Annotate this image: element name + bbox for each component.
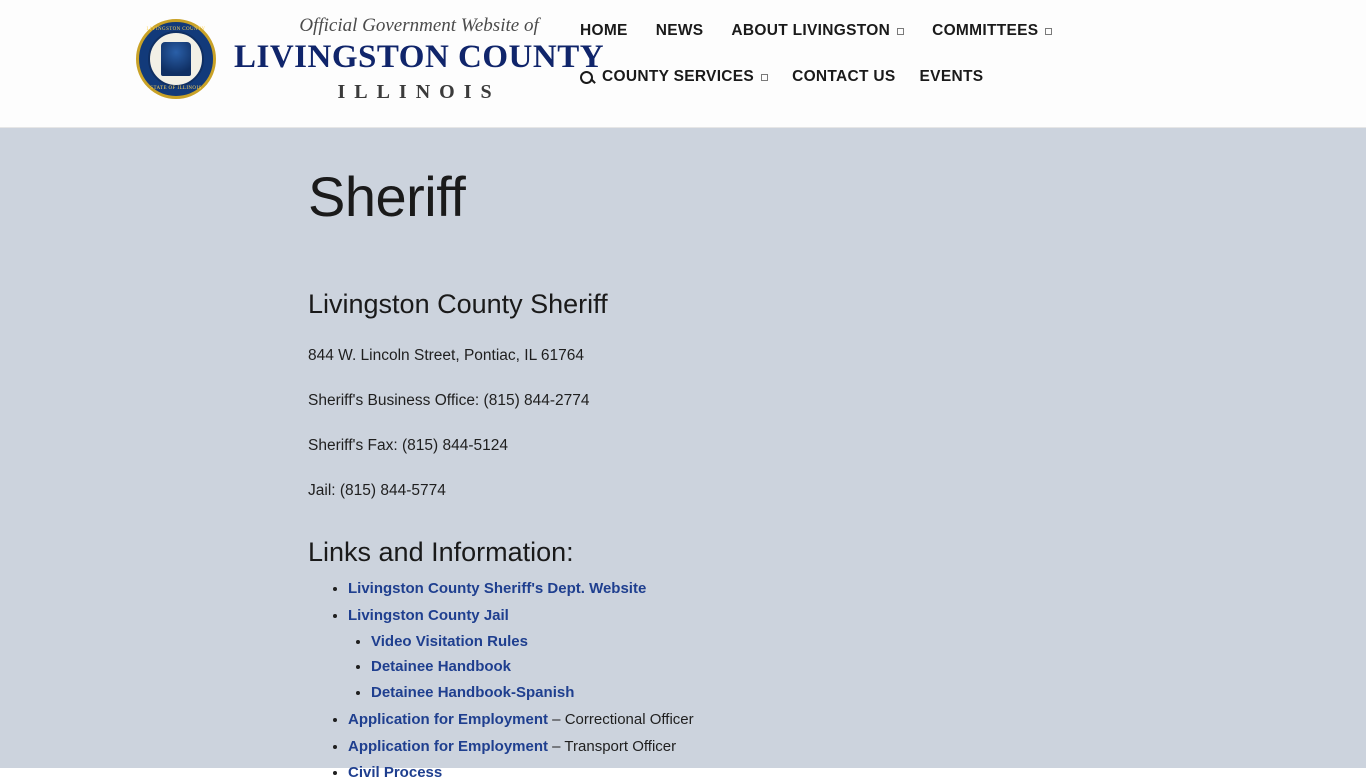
link-suffix: – Correctional Officer <box>548 710 694 728</box>
list-item <box>348 736 1306 758</box>
content-column <box>0 128 1366 784</box>
main-navigation <box>580 22 1226 86</box>
nav-item-label: CONTACT US <box>792 68 896 85</box>
page-body <box>0 128 1366 782</box>
nav-item-home[interactable] <box>580 22 628 40</box>
nav-item-label: EVENTS <box>919 68 984 85</box>
list-item <box>371 631 1306 653</box>
nav-item-committees[interactable] <box>932 22 1052 40</box>
nav-item-label: COMMITTEES <box>932 22 1039 39</box>
list-item <box>348 709 1306 731</box>
page-title: Sheriff <box>308 165 466 228</box>
address-line: 844 W. Lincoln Street, Pontiac, IL 61764 <box>308 347 585 364</box>
jail-sub-links <box>348 631 1306 704</box>
nav-row-primary <box>580 22 1226 40</box>
nav-item-county-services[interactable] <box>580 68 768 86</box>
link-application-correctional-officer[interactable]: Application for Employment <box>348 710 549 728</box>
link-video-visitation-rules[interactable]: Video Visitation Rules <box>371 632 528 650</box>
site-brand[interactable] <box>136 16 604 102</box>
jail-phone: Jail: (815) 844-5774 <box>308 482 446 499</box>
nav-row-secondary <box>580 68 1226 86</box>
nav-item-label: COUNTY SERVICES <box>602 68 755 85</box>
nav-item-news[interactable] <box>656 22 704 40</box>
nav-item-contact-us[interactable] <box>792 68 895 86</box>
brand-county-name: LIVINGSTON COUNTY <box>234 39 605 75</box>
list-item <box>348 578 1306 600</box>
brand-official-line: Official Government Website of <box>299 15 539 36</box>
link-application-transport-officer[interactable]: Application for Employment <box>348 737 549 755</box>
list-item <box>371 656 1306 678</box>
links-list <box>308 578 1306 784</box>
chevron-down-icon <box>1045 28 1052 35</box>
nav-item-label: ABOUT LIVINGSTON <box>731 22 891 39</box>
county-seal-icon <box>136 19 216 99</box>
business-office-phone: Sheriff's Business Office: (815) 844-2774 <box>308 392 590 409</box>
link-detainee-handbook[interactable]: Detainee Handbook <box>371 658 512 676</box>
list-item <box>371 682 1306 704</box>
list-item <box>348 605 1306 704</box>
site-header <box>0 0 1366 128</box>
nav-item-label: NEWS <box>655 22 704 39</box>
nav-item-about-livingston[interactable] <box>731 22 904 40</box>
nav-item-events[interactable] <box>920 68 984 86</box>
search-icon <box>580 71 593 84</box>
links-section-title: Links and Information: <box>308 537 574 567</box>
chevron-down-icon <box>761 74 768 81</box>
section-title: Livingston County Sheriff <box>308 289 608 319</box>
link-livingston-county-jail[interactable]: Livingston County Jail <box>348 606 509 624</box>
link-detainee-handbook-spanish[interactable]: Detainee Handbook-Spanish <box>371 684 575 701</box>
seal-bottom-text: STATE OF ILLINOIS <box>150 86 202 91</box>
fax-number: Sheriff's Fax: (815) 844-5124 <box>308 437 508 454</box>
link-sheriff-dept-website[interactable]: Livingston County Sheriff's Dept. Website <box>348 580 647 597</box>
chevron-down-icon <box>897 28 904 35</box>
brand-state-name: ILLINOIS <box>337 81 501 103</box>
link-suffix: – Transport Officer <box>548 737 677 755</box>
list-item <box>348 762 1306 784</box>
nav-item-label: HOME <box>580 22 628 39</box>
seal-top-text: LIVINGSTON COUNTY <box>146 27 206 32</box>
link-civil-process[interactable]: Civil Process <box>348 764 443 782</box>
